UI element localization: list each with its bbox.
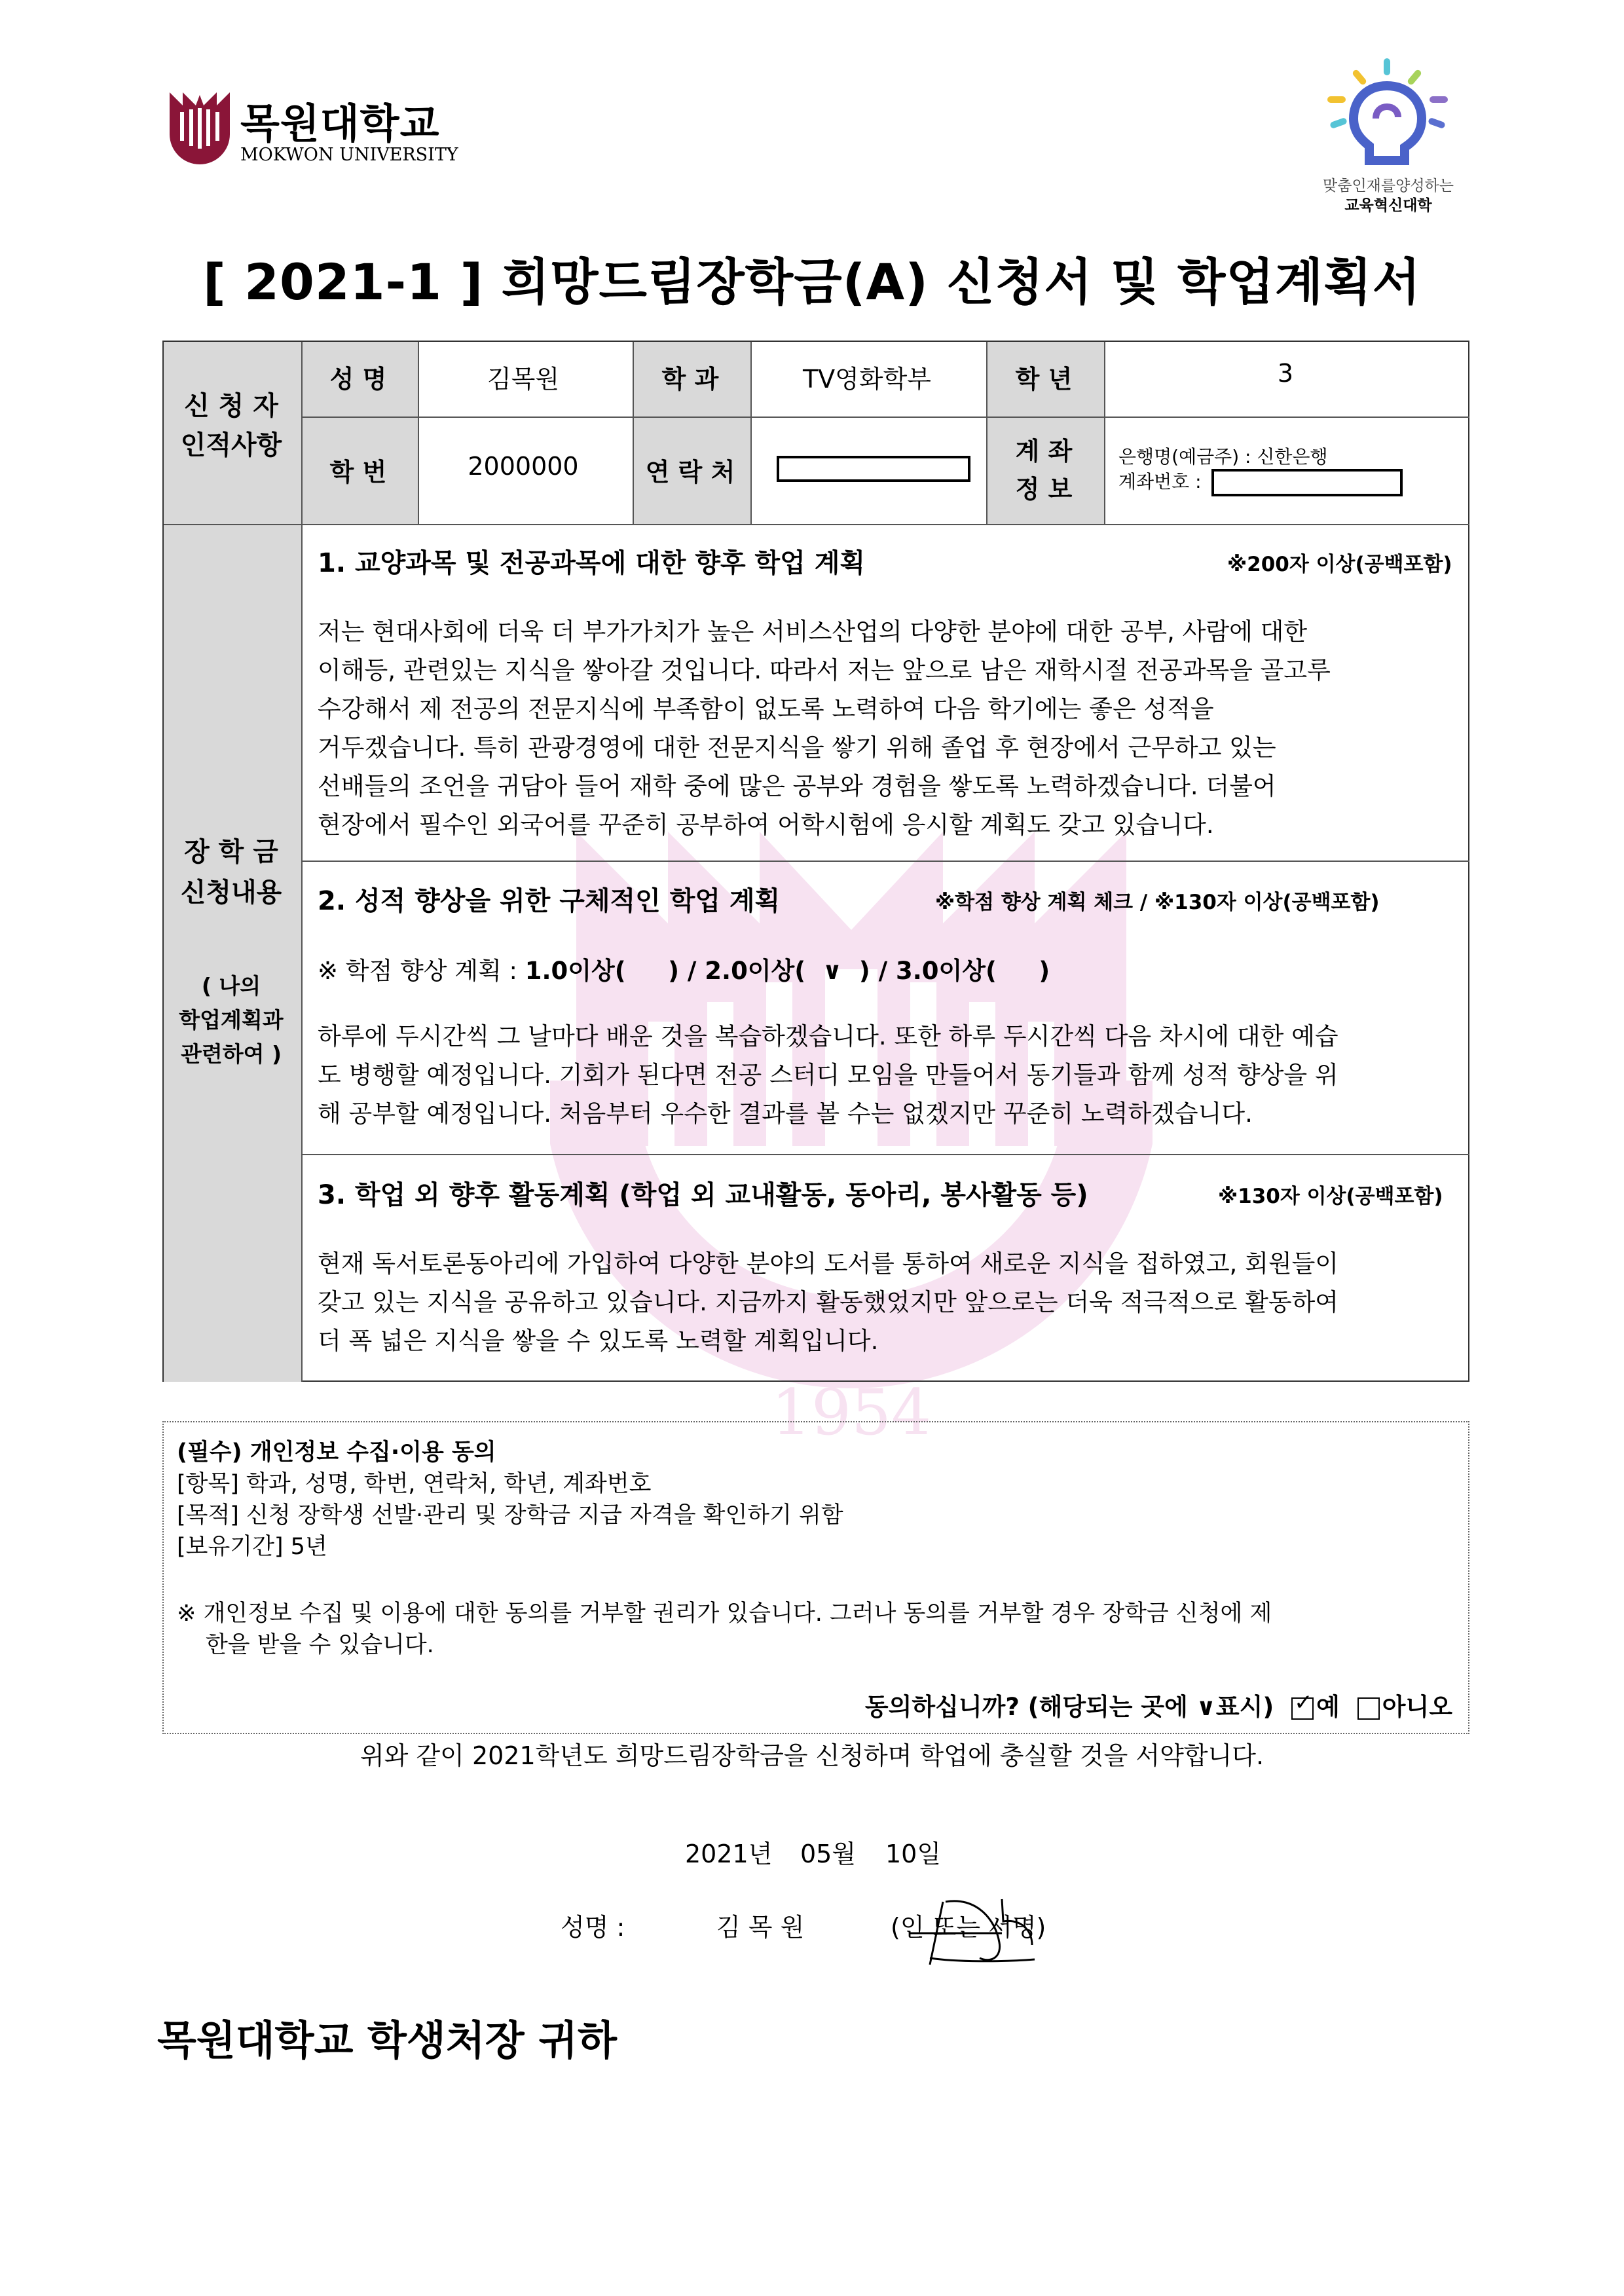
consent-items: [항목] 학과, 성명, 학번, 연락처, 학년, 계좌번호 [177,1471,652,1497]
name-label: 성 명 [329,365,387,394]
account-number-redacted-field[interactable] [1211,469,1403,496]
consent-no-label: 아니오 [1382,1693,1452,1721]
sublabel-line2: 학업계획과 [179,1007,284,1033]
date-day: 10일 [885,1840,942,1868]
seal-placeholder: (인 또는 서명) [891,1913,1046,1942]
university-name-english: MOKWON UNIVERSITY [240,145,458,165]
consent-no-checkbox[interactable] [1357,1697,1380,1720]
application-table [162,341,1469,1382]
plan1-note: ※200자 이상(공백포함) [1227,553,1452,576]
grade-plan-row [318,951,1050,986]
university-logo [167,88,458,174]
contact-label: 연 락 처 [645,458,735,487]
consent-question: 동의하십니까? (해당되는 곳에 ∨표시) [864,1693,1274,1721]
document-title: [ 2021-1 ] 희망드림장학금(A) 신청서 및 학업계획서 [202,253,1422,311]
name-value: 김목원 [487,365,560,394]
scholarship-label-line1: 장 학 금 [184,837,278,867]
bank-name: 은행명(예금주) : 신한은행 [1118,446,1328,468]
signature-scribble-icon [904,1879,1074,1971]
plan3-note: ※130자 이상(공백포함) [1218,1185,1443,1208]
scholarship-section-sublabel [162,969,300,1071]
university-name-korean: 목원대학교 [240,100,440,147]
innovation-university-logo [1300,56,1477,219]
applicant-label-line1: 신 청 자 [184,391,278,421]
plan1-heading: 1. 교양과목 및 전공과목에 대한 향후 학업 계획 [318,548,866,578]
lightbulb-head-icon [1313,56,1464,167]
grade-plan-options[interactable]: 1.0이상( ) / 2.0이상( ∨ ) / 3.0이상( ) [525,957,1050,985]
plan2-body: 하루에 두시간씩 그 날마다 배운 것을 복습하겠습니다. 또한 하루 두시간씩 다음 차시에 대한 예습 도 병행할 예정입니다. 기회가 된다면 전공 스터디 모임을 만들어서 동기들과 함께 성적 향상을 위 해 공부할 예정입니다. 처음부터 우수한 결과를 볼 수는 없겠지만 꾸준히 노력하겠습니다. [318,1022,1338,1128]
plan1-body: 저는 현대사회에 더욱 더 부가가치가 높은 서비스산업의 다양한 분야에 대한 공부, 사람에 대한 이해등, 관련있는 지식을 쌓아갈 것입니다. 따라서 저는 앞으로 남은 재학시절 전공과목을 골고루 수강해서 제 전공의 전문지식에 부족함이 없도록 노력하여 다음 학기에는 좋은 성적을 거두겠습니다. 특히 관광경영에 대한 전문지식을 쌓기 위해 졸업 후 현장에서 근무하고 있는 선배들의 조언을 귀담아 들어 재학 중에 많은 공부와 경험을 쌓도록 노력하겠습니다. 더불어 현장에서 필수인 외국어를 꾸준히 공부하여 어학시험에 응시할 계획도 갖고 있습니다. [318,618,1331,839]
date-year: 2021년 [685,1840,773,1868]
svg-text:1954: 1954 [771,1376,932,1449]
account-label-line1: 계 좌 [1015,437,1073,466]
date-month: 05월 [800,1840,857,1868]
student-id-label: 학 번 [329,458,387,487]
pledge-statement: 위와 같이 2021학년도 희망드림장학금을 신청하며 학업에 충실할 것을 서약합니다. [360,1741,1264,1770]
consent-question-row [865,1687,1452,1722]
department-label: 학 과 [661,365,719,394]
account-label [985,432,1103,508]
consent-purpose: [목적] 신청 장학생 선발·관리 및 장학금 지급 자격을 확인하기 위함 [177,1502,843,1528]
scholarship-label-line2: 신청내용 [180,878,282,908]
signature-label: 성명 : [561,1913,625,1942]
consent-notice-line2: 한을 받을 수 있습니다. [206,1632,434,1658]
year-label: 학 년 [1015,365,1073,394]
applicant-label-line2: 인적사항 [180,430,282,460]
plan2-heading: 2. 성적 향상을 위한 구체적인 학업 계획 [318,886,781,916]
plan2-note: ※학점 향상 계획 체크 / ※130자 이상(공백포함) [935,891,1380,914]
account-number-label: 계좌번호 : [1118,471,1202,492]
sublabel-line3: 관련하여 ) [180,1041,282,1067]
consent-period: [보유기간] 5년 [177,1534,327,1560]
contact-redacted-field[interactable] [777,456,970,482]
year-value: 3 [1277,359,1294,388]
applicant-section-label [162,386,300,465]
sublabel-line1: ( 나의 [201,973,261,999]
logo-tagline-bold: 교육혁신대학 [1344,197,1432,214]
consent-title: (필수) 개인정보 수집·이용 동의 [177,1439,496,1466]
check-mark-icon: ✓ [1294,1689,1313,1716]
consent-yes-label: 예 [1316,1693,1340,1721]
scholarship-section-label [162,832,300,913]
grade-plan-label: ※ 학점 향상 계획 : [318,957,517,985]
logo-tagline: 맞춤인재를양성하는 [1323,177,1454,194]
consent-yes-checkbox[interactable] [1291,1689,1314,1720]
plan3-heading: 3. 학업 외 향후 활동계획 (학업 외 교내활동, 동아리, 봉사활동 등) [318,1180,1088,1210]
consent-notice-line1: ※ 개인정보 수집 및 이용에 대한 동의를 거부할 권리가 있습니다. 그러나 동의를 거부할 경우 장학금 신청에 제 [177,1601,1272,1627]
signature-name: 김 목 원 [716,1913,805,1942]
university-emblem-icon [167,88,232,167]
recipient: 목원대학교 학생처장 귀하 [157,2016,617,2064]
student-id-value: 2000000 [468,452,579,481]
plan3-body: 현재 독서토론동아리에 가입하여 다양한 분야의 도서를 통하여 새로운 지식을 접하였고, 회원들이 갖고 있는 지식을 공유하고 있습니다. 지금까지 활동했었지만 앞으로는 더욱 적극적으로 활동하여 더 폭 넓은 지식을 쌓을 수 있도록 노력할 계획입니다. [318,1250,1339,1355]
department-value: TV영화학부 [802,365,932,394]
account-label-line2: 정 보 [1015,475,1073,504]
